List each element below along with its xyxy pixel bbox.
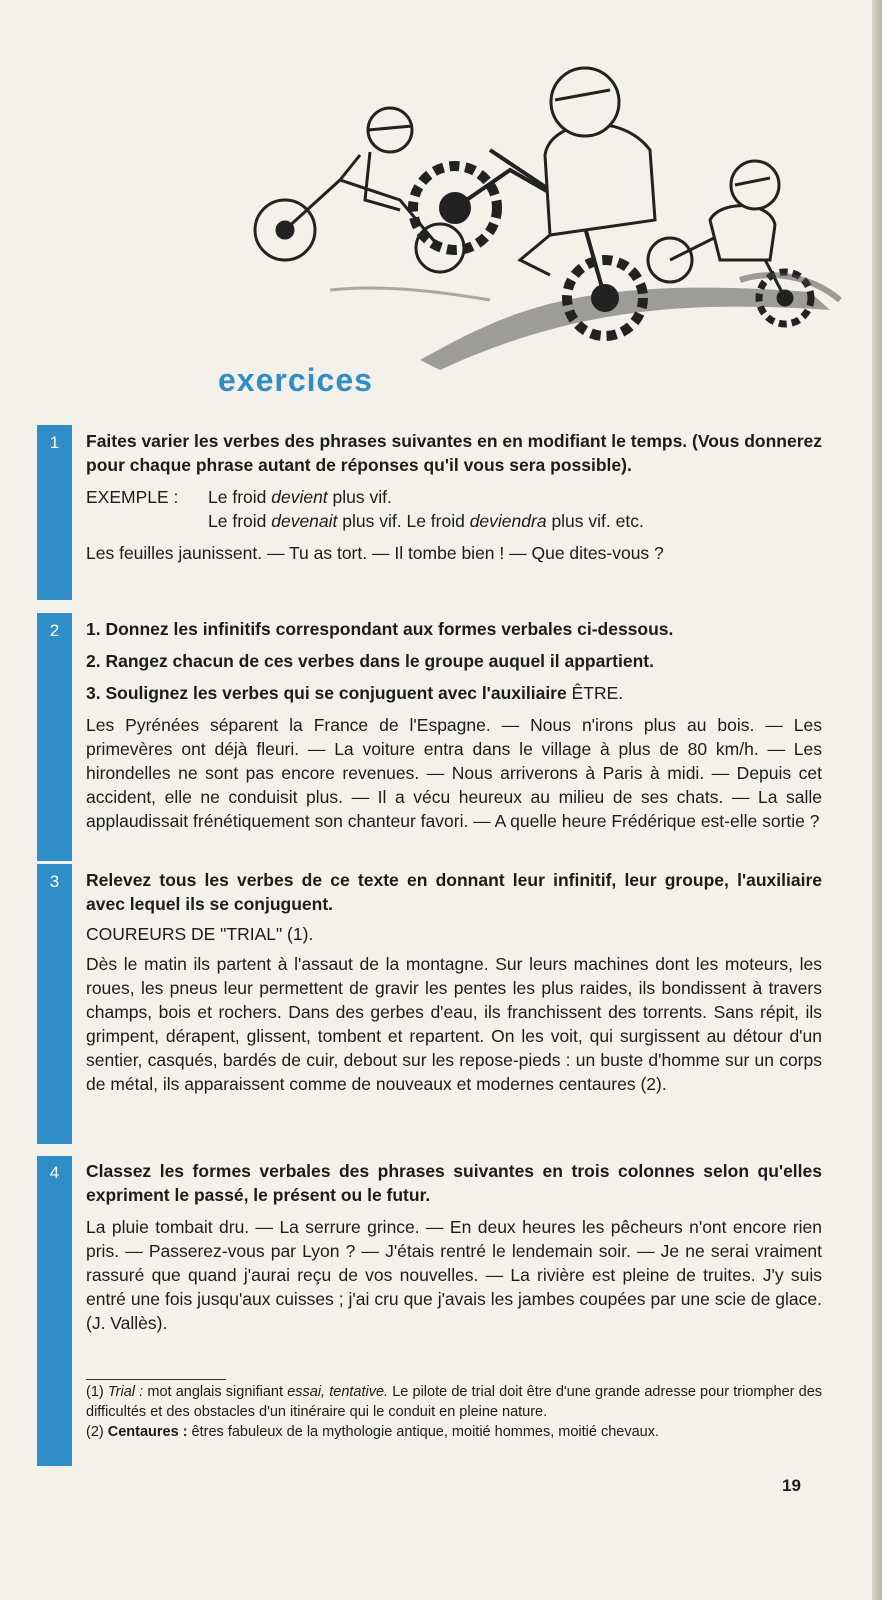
footnote-2: (2) Centaures : êtres fabuleux de la mythologie antique, moitié hommes, moitié chevaux. [86,1424,660,1440]
exercise-4-text: La pluie tombait dru. — La serrure grince. — En deux heures les pêcheurs n'ont encore rien pris. — Passerez-vous par Lyon ? — J'étais rentré le lendemain soir. — Je ne serai vraiment rassuré que quand j'aurai reçu de vos nouvelles. — La rivière est pleine de truites. J'y suis entré une fois jusqu'aux cuisses ; j'ai cru que j'avais les jambes coupées par une scie de glace. (J. Vallès). [86,1217,822,1333]
exercise-2-instruction-3: 3. Soulignez les verbes qui se conjuguent avec l'auxiliaire ÊTRE. [86,683,624,703]
exercise-4 [86,1159,822,1335]
example-line-1: Le froid devient plus vif. [208,487,392,507]
exercise-2-band [37,613,72,861]
exercise-1 [86,429,822,565]
exercise-3 [86,868,822,1096]
footnotes [86,1382,822,1442]
exercise-2-instruction-1: 1. Donnez les infinitifs correspondant aux formes verbales ci-dessous. [86,619,674,639]
exercise-4-number: 4 [49,1163,60,1182]
example-line-2: Le froid devenait plus vif. Le froid deviendra plus vif. etc. [208,511,644,531]
page-number: 19 [782,1476,801,1495]
page-edge [872,0,882,1600]
exercise-3-band [37,864,72,1144]
exercise-2 [86,617,822,833]
exercise-1-number: 1 [49,433,60,452]
exercise-2-number: 2 [49,621,60,640]
exercise-4-instruction: Classez les formes verbales des phrases suivantes en trois colonnes selon qu'elles expriment le passé, le présent ou le futur. [86,1161,822,1205]
exercise-2-instruction-2: 2. Rangez chacun de ces verbes dans le groupe auquel il appartient. [86,651,654,671]
exercise-2-text: Les Pyrénées séparent la France de l'Espagne. — Nous n'irons plus au bois. — Les primevères ont déjà fleuri. — La voiture entra dans le village à plus de 80 km/h. — Les hirondelles ne sont pas encore revenues. — Nous arriverons à Paris à midi. — Depuis cet accident, elle ne conduisit plus. — Il a vécu heureux au milieu de ses chats. — La salle applaudissait frénétiquement son chanteur favori. — A quelle heure Frédérique est-elle sortie ? [86,715,822,831]
trial-riders-illustration [250,60,850,380]
exercise-3-instruction: Relevez tous les verbes de ce texte en donnant leur infinitif, leur groupe, l'auxiliaire avec lequel ils se conjuguent. [86,870,822,914]
exercise-3-number: 3 [49,872,60,891]
footnote-1: (1) Trial : mot anglais signifiant essai, tentative. Le pilote de trial doit être d'une grande adresse pour triompher des difficultés et des obstacles d'un itinéraire qui le conduit en pleine nature. [86,1384,823,1420]
page-heading: exercices [218,362,373,398]
exercise-1-text: Les feuilles jaunissent. — Tu as tort. — Il tombe bien ! — Que dites-vous ? [86,543,664,563]
exercise-3-title: COUREURS DE "TRIAL" (1). [86,924,314,944]
footnote-rule [86,1379,226,1380]
example-label: EXEMPLE : [86,487,179,507]
exercise-4-band [37,1156,72,1466]
exercise-3-text: Dès le matin ils partent à l'assaut de la montagne. Sur leurs machines dont les moteurs, les roues, les pneus leur permettent de gravir les pentes les plus raides, ils bondissent à travers champs, bois et rochers. Dans des gerbes d'eau, ils franchissent des torrents. Sans répit, ils grimpent, dérapent, glissent, tombent et repartent. On les voit, qui surgissent au détour d'un sentier, casqués, bardés de cuir, debout sur les repose-pieds : un buste d'homme sur un corps de métal, ils apparaissent comme de nouveaux et modernes centaures (2). [86,954,822,1094]
exercise-1-instruction: Faites varier les verbes des phrases suivantes en en modifiant le temps. (Vous donnerez pour chaque phrase autant de réponses qu'il vous sera possible). [86,431,822,475]
exercise-1-example [86,485,822,509]
